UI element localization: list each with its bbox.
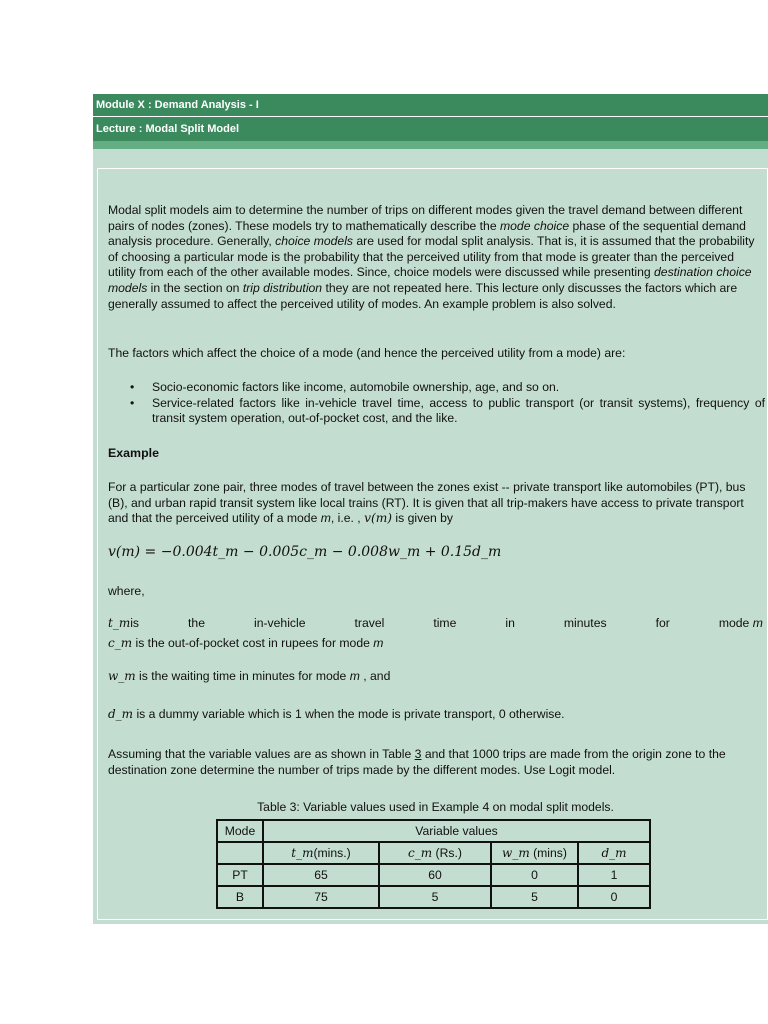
definition-w: w_m is the waiting time in minutes for mode m , and (108, 669, 391, 683)
table-cell: 5 (491, 886, 578, 908)
factors-intro: The factors which affect the choice of a mode (and hence the perceived utility from a mode) are: (108, 346, 626, 360)
destination-choice-term: destination choice models (108, 265, 752, 295)
header-divider (93, 141, 768, 149)
table-caption: Table 3: Variable values used in Example 4 on modal split models. (257, 800, 614, 814)
where-label: where, (108, 584, 145, 598)
table-cell: 75 (263, 886, 379, 908)
d-symbol: d_m (108, 707, 134, 721)
c-symbol: c_m (108, 636, 133, 650)
table-row (217, 820, 650, 842)
header-t: t_m(mins.) (263, 842, 379, 864)
choice-models-term: choice models (275, 234, 354, 249)
utility-equation: v(m) = −0.004t_m − 0.005c_m − 0.008w_m + 0.15d_m (108, 544, 502, 560)
example-paragraph: For a particular zone pair, three modes of travel between the zones exist -- private transport like automobiles (PT), bus (B), and urban rapid transit system like local trains (RT). It is given that all trip-makers have access to private transport and that the perceived utility of a mode m, i.e. , v(m) is given by (108, 480, 746, 526)
module-title-bar (93, 94, 768, 116)
table-cell: 5 (379, 886, 491, 908)
table-cell: 0 (578, 886, 650, 908)
mode-choice-term: mode choice (500, 218, 570, 233)
table-row (217, 886, 650, 908)
definition-d: d_m is a dummy variable which is 1 when the mode is private transport, 0 otherwise. (108, 707, 565, 721)
table-cell: 65 (263, 864, 379, 886)
table-row (217, 864, 650, 886)
header-mode: Mode (217, 820, 263, 842)
lecture-title: Lecture : Modal Split Model (96, 123, 240, 135)
header-c: c_m (Rs.) (379, 842, 491, 864)
definition-t: t_mis the in-vehicle travel time in minutes for mode m (108, 616, 763, 630)
variable-values-table (216, 819, 651, 909)
assumption-paragraph: Assuming that the variable values are as shown in Table 3 and that 1000 trips are made from the origin zone to the destination zone determine the number of trips made by the different modes. Use Logit model. (108, 747, 726, 777)
trip-distribution-term: trip distribution (242, 280, 323, 295)
factors-list (130, 380, 765, 427)
t-symbol: t_m (108, 616, 131, 630)
table-cell: 60 (379, 864, 491, 886)
list-item: • Socio-economic factors like income, automobile ownership, age, and so on. (130, 380, 765, 396)
header-d: d_m (578, 842, 650, 864)
intro-paragraph: Modal split models aim to determine the number of trips on different modes given the travel demand between different pairs of nodes (zones). These models try to mathematically describe the mode choice phase of the sequential demand analysis procedure. Generally, choice models are used for modal split analysis. That is, it is assumed that the probability of choosing a particular mode is the probability that the perceived utility from that mode is greater than the perceived utility from each of the other available modes. Since, choice models were discussed while presenting destination choice models in the section on trip distribution they are not repeated here. This lecture only discusses the factors which are generally assumed to affect the perceived utility of modes. An example problem is also solved. (108, 203, 755, 311)
header-variable-values: Variable values (263, 820, 650, 842)
table-cell: 1 (578, 864, 650, 886)
table-cell (217, 842, 263, 864)
module-title: Module X : Demand Analysis - I (96, 99, 259, 111)
utility-symbol: v(m) (364, 511, 393, 526)
w-symbol: w_m (108, 669, 136, 683)
lecture-title-bar (93, 117, 768, 141)
table-cell: B (217, 886, 263, 908)
table-row (217, 842, 650, 864)
table-cell: 0 (491, 864, 578, 886)
definition-c: c_m is the out-of-pocket cost in rupees for mode m (108, 636, 384, 650)
table-reference-link[interactable]: 3 (414, 747, 422, 761)
list-item: • Service-related factors like in-vehicle travel time, access to public transport (or transit systems), frequency of transit system operation, out-of-pocket cost, and the like. (130, 396, 765, 427)
table-cell: PT (217, 864, 263, 886)
example-heading: Example (108, 446, 159, 460)
header-w: w_m (mins) (491, 842, 578, 864)
